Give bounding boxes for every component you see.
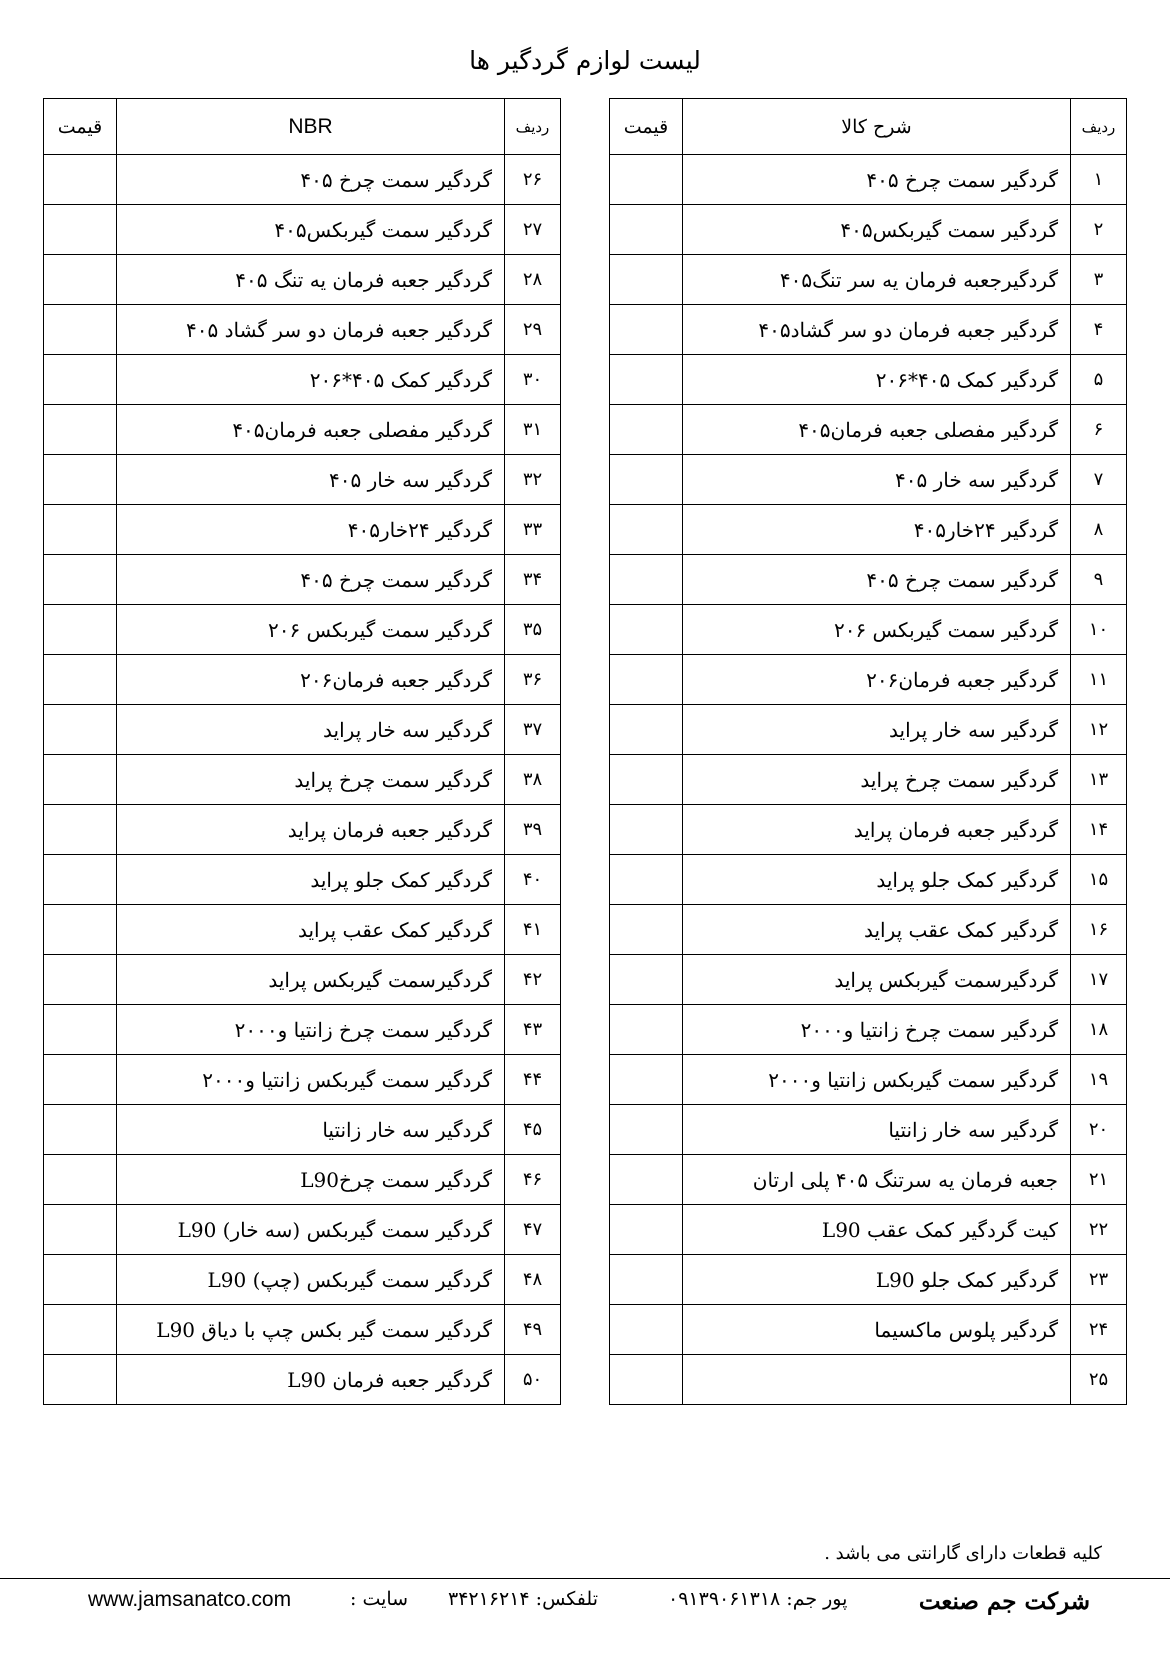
- price-cell: [610, 805, 683, 855]
- price-cell: [610, 1355, 683, 1405]
- row-number: ۱۸: [1071, 1005, 1127, 1055]
- table-row: [44, 655, 561, 705]
- price-cell: [610, 1055, 683, 1105]
- description-header: شرح کالا: [683, 99, 1071, 155]
- table-row: [44, 405, 561, 455]
- item-description: گردگیر سه خار پراید: [117, 705, 505, 755]
- price-header: قیمت: [44, 99, 117, 155]
- price-cell: [610, 1205, 683, 1255]
- table-row: [610, 355, 1127, 405]
- item-description: گردگیرجعبه فرمان یه سر تنگ۴۰۵: [683, 255, 1071, 305]
- nbr-header: NBR: [117, 99, 505, 155]
- row-number: ۶: [1071, 405, 1127, 455]
- row-number: ۱: [1071, 155, 1127, 205]
- table-row: [610, 755, 1127, 805]
- table-row: [44, 355, 561, 405]
- table-row: [44, 1155, 561, 1205]
- table-row: [44, 305, 561, 355]
- row-number: ۲۶: [505, 155, 561, 205]
- row-number: ۴: [1071, 305, 1127, 355]
- item-description: جعبه فرمان یه سرتنگ ۴۰۵ پلی ارتان: [683, 1155, 1071, 1205]
- item-description: گردگیر کمک ۴۰۵*۲۰۶: [683, 355, 1071, 405]
- table-row: [610, 905, 1127, 955]
- item-description: گردگیرسمت گیربکس پراید: [117, 955, 505, 1005]
- row-number: ۴۳: [505, 1005, 561, 1055]
- price-cell: [610, 1305, 683, 1355]
- table-row: [44, 205, 561, 255]
- row-number: ۲۷: [505, 205, 561, 255]
- mobile-number: پور جم: ۰۹۱۳۹۰۶۱۳۱۸: [668, 1588, 848, 1610]
- item-description: گردگیر سمت گیربکس (سه خار) L90: [117, 1205, 505, 1255]
- row-number: ۲۵: [1071, 1355, 1127, 1405]
- row-number: ۱۵: [1071, 855, 1127, 905]
- row-number: ۱۷: [1071, 955, 1127, 1005]
- row-number: ۲۰: [1071, 1105, 1127, 1155]
- row-number: ۲: [1071, 205, 1127, 255]
- price-cell: [44, 505, 117, 555]
- page-title: لیست لوازم گردگیر ها: [469, 46, 701, 75]
- table-row: [44, 1105, 561, 1155]
- row-number: ۴۶: [505, 1155, 561, 1205]
- price-cell: [610, 1155, 683, 1205]
- table-row: [44, 1355, 561, 1405]
- price-cell: [44, 1005, 117, 1055]
- table-row: [610, 705, 1127, 755]
- company-name: شرکت جم صنعت: [918, 1588, 1090, 1615]
- price-cell: [44, 1205, 117, 1255]
- price-cell: [44, 905, 117, 955]
- item-description: گردگیر سه خار زانتیا: [683, 1105, 1071, 1155]
- row-number: ۴۴: [505, 1055, 561, 1105]
- row-number: ۱۰: [1071, 605, 1127, 655]
- table-header-row: [610, 99, 1127, 155]
- item-description: گردگیر سمت گیربکس زانتیا و۲۰۰۰: [117, 1055, 505, 1105]
- table-row: [610, 655, 1127, 705]
- price-cell: [44, 1055, 117, 1105]
- table-row: [44, 505, 561, 555]
- table-row: [44, 1305, 561, 1355]
- price-cell: [44, 805, 117, 855]
- table-row: [44, 155, 561, 205]
- item-description: گردگیر کمک عقب پراید: [683, 905, 1071, 955]
- item-description: گردگیر ۲۴خار۴۰۵: [683, 505, 1071, 555]
- item-description: گردگیر سه خار ۴۰۵: [117, 455, 505, 505]
- item-description: گردگیر سمت چرخ زانتیا و۲۰۰۰: [683, 1005, 1071, 1055]
- price-cell: [44, 1155, 117, 1205]
- row-number: ۸: [1071, 505, 1127, 555]
- price-cell: [610, 405, 683, 455]
- price-cell: [44, 605, 117, 655]
- item-description: کیت گردگیر کمک عقب L90: [683, 1205, 1071, 1255]
- price-cell: [610, 505, 683, 555]
- item-description: گردگیر سمت چرخL90: [117, 1155, 505, 1205]
- row-number: ۴۷: [505, 1205, 561, 1255]
- price-cell: [44, 655, 117, 705]
- row-number: ۱۲: [1071, 705, 1127, 755]
- row-number: ۴۹: [505, 1305, 561, 1355]
- table-row: [610, 555, 1127, 605]
- row-number: ۲۳: [1071, 1255, 1127, 1305]
- item-description: گردگیر سمت چرخ ۴۰۵: [683, 555, 1071, 605]
- table-row: [610, 205, 1127, 255]
- row-number: ۴۸: [505, 1255, 561, 1305]
- row-number: ۳۵: [505, 605, 561, 655]
- table-row: [44, 605, 561, 655]
- row-number: ۱۶: [1071, 905, 1127, 955]
- row-number-header: ردیف: [1071, 99, 1127, 155]
- price-cell: [44, 755, 117, 805]
- item-description: گردگیر سه خار ۴۰۵: [683, 455, 1071, 505]
- price-cell: [610, 255, 683, 305]
- row-number: ۳: [1071, 255, 1127, 305]
- item-description: گردگیر سمت چرخ ۴۰۵: [683, 155, 1071, 205]
- item-description: گردگیرسمت گیربکس پراید: [683, 955, 1071, 1005]
- table-row: [610, 1255, 1127, 1305]
- price-cell: [610, 705, 683, 755]
- row-number: ۳۱: [505, 405, 561, 455]
- price-cell: [44, 955, 117, 1005]
- price-cell: [610, 655, 683, 705]
- price-cell: [610, 955, 683, 1005]
- item-description: گردگیر جعبه فرمان دو سر گشاد۴۰۵: [683, 305, 1071, 355]
- item-description: گردگیر سمت چرخ ۴۰۵: [117, 555, 505, 605]
- item-description: گردگیر پلوس ماکسیما: [683, 1305, 1071, 1355]
- website-label: سایت :: [350, 1588, 409, 1610]
- table-row: [44, 805, 561, 855]
- row-number: ۲۴: [1071, 1305, 1127, 1355]
- price-cell: [610, 1005, 683, 1055]
- item-description: گردگیر سمت گیربکس۴۰۵: [117, 205, 505, 255]
- price-cell: [610, 1255, 683, 1305]
- item-description: گردگیر کمک ۴۰۵*۲۰۶: [117, 355, 505, 405]
- table-row: [44, 755, 561, 805]
- row-number: ۴۰: [505, 855, 561, 905]
- price-cell: [44, 1305, 117, 1355]
- price-cell: [44, 1355, 117, 1405]
- item-description: گردگیر سمت گیربکس ۲۰۶: [683, 605, 1071, 655]
- table-row: [610, 955, 1127, 1005]
- table-row: [44, 955, 561, 1005]
- price-cell: [44, 705, 117, 755]
- row-number: ۵: [1071, 355, 1127, 405]
- item-description: گردگیر سمت چرخ پراید: [683, 755, 1071, 805]
- price-cell: [610, 155, 683, 205]
- table-row: [610, 1305, 1127, 1355]
- row-number: ۳۲: [505, 455, 561, 505]
- warranty-note: کلیه قطعات دارای گارانتی می باشد .: [824, 1543, 1102, 1564]
- price-cell: [610, 205, 683, 255]
- item-description: گردگیر سمت گیر بکس چپ با دیاق L90: [117, 1305, 505, 1355]
- item-description: گردگیر جعبه فرمان۲۰۶: [683, 655, 1071, 705]
- item-description: گردگیر سه خار پراید: [683, 705, 1071, 755]
- item-description: گردگیر سمت گیربکس زانتیا و۲۰۰۰: [683, 1055, 1071, 1105]
- item-description: گردگیر سه خار زانتیا: [117, 1105, 505, 1155]
- row-number: ۳۷: [505, 705, 561, 755]
- table-row: [610, 1155, 1127, 1205]
- row-number: ۴۲: [505, 955, 561, 1005]
- row-number: ۱۱: [1071, 655, 1127, 705]
- item-description: گردگیر مفصلی جعبه فرمان۴۰۵: [683, 405, 1071, 455]
- row-number: ۲۹: [505, 305, 561, 355]
- item-description: گردگیر ۲۴خار۴۰۵: [117, 505, 505, 555]
- item-description: گردگیر کمک جلو پراید: [117, 855, 505, 905]
- price-cell: [610, 905, 683, 955]
- price-header: قیمت: [610, 99, 683, 155]
- table-row: [610, 1005, 1127, 1055]
- item-description: گردگیر سمت گیربکس ۲۰۶: [117, 605, 505, 655]
- row-number: ۱۹: [1071, 1055, 1127, 1105]
- item-description: [683, 1355, 1071, 1405]
- item-description: گردگیر کمک جلو پراید: [683, 855, 1071, 905]
- row-number: ۳۹: [505, 805, 561, 855]
- price-cell: [610, 605, 683, 655]
- row-number: ۳۴: [505, 555, 561, 605]
- price-cell: [610, 555, 683, 605]
- price-cell: [610, 305, 683, 355]
- table-row: [610, 305, 1127, 355]
- price-cell: [44, 855, 117, 905]
- item-description: گردگیر سمت گیربکس (چپ) L90: [117, 1255, 505, 1305]
- table-row: [44, 255, 561, 305]
- price-cell: [44, 355, 117, 405]
- table-row: [610, 505, 1127, 555]
- website-url: www.jamsanatco.com: [88, 1588, 292, 1611]
- price-cell: [44, 305, 117, 355]
- telefax-number: تلفکس: ۳۴۲۱۶۲۱۴: [448, 1588, 598, 1610]
- item-description: گردگیر سمت چرخ زانتیا و۲۰۰۰: [117, 1005, 505, 1055]
- price-cell: [610, 855, 683, 905]
- table-row: [610, 1055, 1127, 1105]
- item-description: گردگیر کمک جلو L90: [683, 1255, 1071, 1305]
- row-number: ۳۶: [505, 655, 561, 705]
- price-cell: [44, 1105, 117, 1155]
- price-cell: [44, 155, 117, 205]
- price-cell: [44, 1255, 117, 1305]
- price-cell: [610, 1105, 683, 1155]
- item-description: گردگیر جعبه فرمان پراید: [117, 805, 505, 855]
- price-cell: [44, 255, 117, 305]
- table-row: [610, 1105, 1127, 1155]
- table-row: [44, 1255, 561, 1305]
- table-row: [610, 405, 1127, 455]
- row-number: ۳۰: [505, 355, 561, 405]
- footer: [0, 1588, 1170, 1628]
- table-row: [610, 1205, 1127, 1255]
- price-cell: [44, 405, 117, 455]
- table-row: [610, 855, 1127, 905]
- item-description: گردگیر سمت چرخ ۴۰۵: [117, 155, 505, 205]
- price-cell: [44, 455, 117, 505]
- price-cell: [610, 455, 683, 505]
- row-number: ۱۴: [1071, 805, 1127, 855]
- item-description: گردگیر جعبه فرمان یه تنگ ۴۰۵: [117, 255, 505, 305]
- item-description: گردگیر جعبه فرمان دو سر گشاد ۴۰۵: [117, 305, 505, 355]
- price-cell: [44, 205, 117, 255]
- table-row: [610, 1355, 1127, 1405]
- table-row: [610, 805, 1127, 855]
- table-row: [44, 1205, 561, 1255]
- row-number: ۹: [1071, 555, 1127, 605]
- item-description: گردگیر جعبه فرمان پراید: [683, 805, 1071, 855]
- item-description: گردگیر کمک عقب پراید: [117, 905, 505, 955]
- item-description: گردگیر جعبه فرمان L90: [117, 1355, 505, 1405]
- table-row: [610, 255, 1127, 305]
- table-row: [44, 555, 561, 605]
- table-row: [44, 905, 561, 955]
- table-row: [610, 455, 1127, 505]
- table-row: [44, 1005, 561, 1055]
- table-row: [610, 155, 1127, 205]
- table-row: [610, 605, 1127, 655]
- row-number: ۲۱: [1071, 1155, 1127, 1205]
- price-cell: [44, 555, 117, 605]
- item-description: گردگیر مفصلی جعبه فرمان۴۰۵: [117, 405, 505, 455]
- item-description: گردگیر سمت چرخ پراید: [117, 755, 505, 805]
- row-number: ۱۳: [1071, 755, 1127, 805]
- row-number: ۲۲: [1071, 1205, 1127, 1255]
- row-number: ۵۰: [505, 1355, 561, 1405]
- row-number: ۴۱: [505, 905, 561, 955]
- row-number: ۲۸: [505, 255, 561, 305]
- table-row: [44, 855, 561, 905]
- item-description: گردگیر سمت گیربکس۴۰۵: [683, 205, 1071, 255]
- table-header-row: [44, 99, 561, 155]
- footer-divider: [0, 1578, 1170, 1579]
- row-number: ۳۸: [505, 755, 561, 805]
- item-description: گردگیر جعبه فرمان۲۰۶: [117, 655, 505, 705]
- row-number-header: ردیف: [505, 99, 561, 155]
- table-row: [44, 455, 561, 505]
- product-table-left: [43, 98, 561, 1405]
- row-number: ۷: [1071, 455, 1127, 505]
- table-row: [44, 1055, 561, 1105]
- price-cell: [610, 755, 683, 805]
- row-number: ۴۵: [505, 1105, 561, 1155]
- row-number: ۳۳: [505, 505, 561, 555]
- product-table-right: [609, 98, 1127, 1405]
- table-row: [44, 705, 561, 755]
- price-cell: [610, 355, 683, 405]
